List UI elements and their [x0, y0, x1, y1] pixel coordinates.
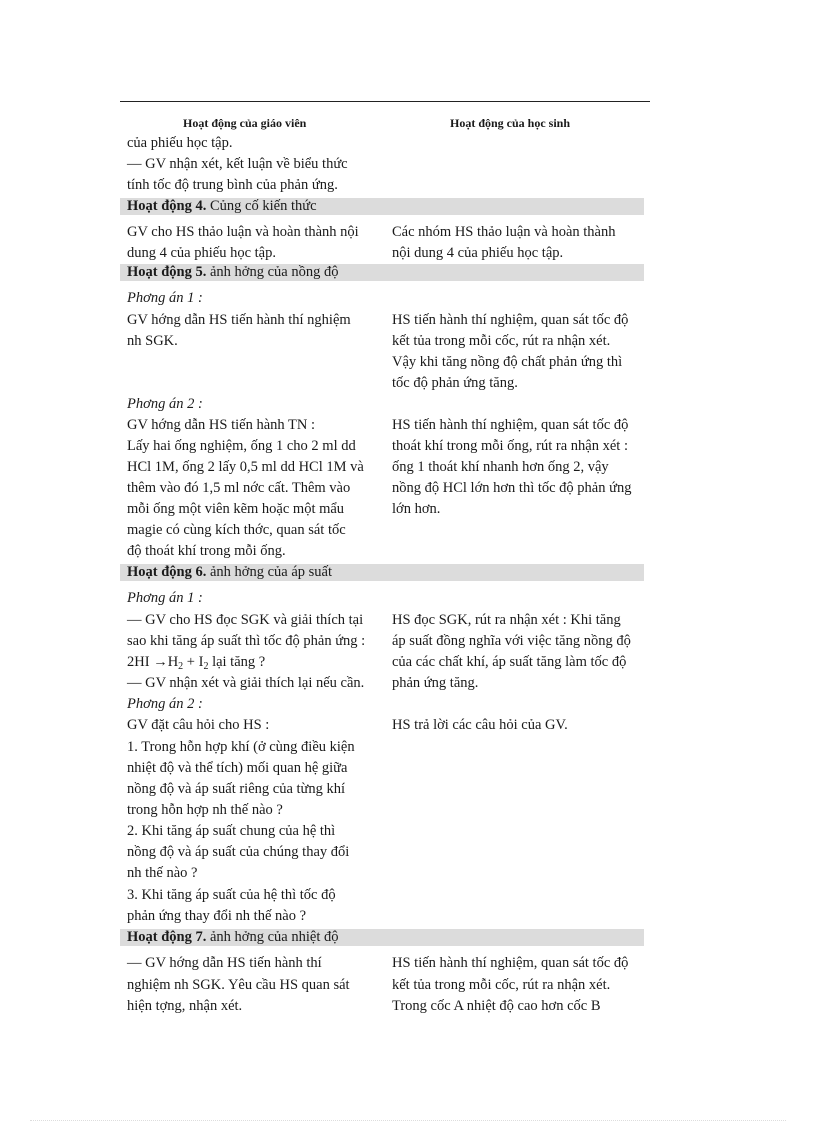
- activity-6-option-1-label: Phơng án 1 :: [127, 590, 203, 606]
- activity-5-o2-student-line: HS tiến hành thí nghiệm, quan sát tốc độ: [392, 417, 629, 433]
- activity-6-o2-teacher-line: nồng độ và áp suất riêng của từng khí: [127, 781, 346, 797]
- activity-6-o2-teacher-line: nh thế nào ?: [127, 865, 198, 881]
- activity-6-title: Hoạt động 6. ảnh hởng của áp suất: [127, 564, 333, 580]
- activity-6-o1-student-line: phản ứng tăng.: [392, 675, 479, 691]
- activity-5-o2-teacher-line: mỗi ống một viên kẽm hoặc một mẩu: [127, 501, 345, 517]
- activity-7-teacher-line: nghiệm nh SGK. Yêu cầu HS quan sát: [127, 977, 350, 993]
- activity-5-option-2-label: Phơng án 2 :: [127, 396, 203, 412]
- activity-5-o2-teacher-line: magie có cùng kích thớc, quan sát tốc: [127, 522, 346, 538]
- reaction-equation: $2HI \to H_2 + I_2$ lại tăng ?: [127, 654, 266, 672]
- activity-5-o2-student-line: nồng độ HCl lớn hơn thì tốc độ phản ứng: [392, 480, 632, 496]
- page-bottom-dotted-rule: [30, 1120, 786, 1121]
- activity-6-o2-teacher-line: trong hỗn hợp nh thế nào ?: [127, 802, 283, 818]
- activity-7-student-line: Trong cốc A nhiệt độ cao hơn cốc B: [392, 998, 601, 1014]
- activity-5-o2-teacher-line: độ thoát khí trong mỗi ống.: [127, 543, 286, 559]
- activity-4-student-line: Các nhóm HS thảo luận và hoàn thành: [392, 224, 616, 240]
- intro-line: tính tốc độ trung bình của phản ứng.: [127, 177, 338, 193]
- activity-6-o2-teacher-line: 1. Trong hỗn hợp khí (ở cùng điều kiện: [127, 739, 355, 755]
- activity-6-o1-teacher-line: — GV cho HS đọc SGK và giải thích tại: [127, 612, 364, 628]
- activity-5-o1-teacher-line: nh SGK.: [127, 333, 178, 349]
- activity-5-o1-student-line: HS tiến hành thí nghiệm, quan sát tốc độ: [392, 312, 629, 328]
- intro-line: — GV nhận xét, kết luận về biểu thức: [127, 156, 348, 172]
- activity-5-o2-student-line: lớn hơn.: [392, 501, 441, 517]
- activity-7-teacher-line: — GV hớng dẫn HS tiến hành thí: [127, 955, 322, 971]
- activity-7-student-line: kết tủa trong mỗi cốc, rút ra nhận xét.: [392, 977, 611, 993]
- activity-5-o1-student-line: kết tủa trong mỗi cốc, rút ra nhận xét.: [392, 333, 611, 349]
- activity-5-title: Hoạt động 5. ảnh hởng của nồng độ: [127, 264, 339, 280]
- activity-4-teacher-line: dung 4 của phiếu học tập.: [127, 245, 276, 261]
- activity-6-o2-student-line: HS trả lời các câu hỏi của GV.: [392, 717, 568, 733]
- activity-6-o1-teacher-line: — GV nhận xét và giải thích lại nếu cần.: [127, 675, 365, 691]
- activity-6-o2-teacher-line: 3. Khi tăng áp suất của hệ thì tốc độ: [127, 887, 336, 903]
- intro-line: của phiếu học tập.: [127, 135, 233, 151]
- activity-7-teacher-line: hiện tợng, nhận xét.: [127, 998, 243, 1014]
- activity-4-title: Hoạt động 4. Củng cố kiến thức: [127, 198, 317, 214]
- activity-5-o2-teacher-line: HCl 1M, ống 2 lấy 0,5 ml dd HCl 1M và: [127, 459, 364, 475]
- activity-6-o2-teacher-line: nhiệt độ và thể tích) mối quan hệ giữa: [127, 760, 348, 776]
- activity-5-o2-teacher-line: Lấy hai ống nghiệm, ống 1 cho 2 ml dd: [127, 438, 356, 454]
- student-column-header: Hoạt động của học sinh: [450, 116, 571, 130]
- activity-6-o1-student-line: HS đọc SGK, rút ra nhận xét : Khi tăng: [392, 612, 621, 628]
- activity-4-student-line: nội dung 4 của phiếu học tập.: [392, 245, 564, 261]
- activity-5-option-1-label: Phơng án 1 :: [127, 290, 203, 306]
- teacher-column-header: Hoạt động của giáo viên: [183, 116, 307, 130]
- activity-6-o2-teacher-line: nồng độ và áp suất của chúng thay đổi: [127, 844, 350, 860]
- reaction-arrow: →: [153, 654, 168, 670]
- activity-5-o2-teacher-line: thêm vào đó 1,5 ml nớc cất. Thêm vào: [127, 480, 351, 496]
- activity-6-o1-student-line: áp suất đồng nghĩa với việc tăng nồng độ: [392, 633, 631, 649]
- activity-4-teacher-line: GV cho HS thảo luận và hoàn thành nội: [127, 224, 359, 240]
- activity-5-o2-teacher-line: GV hớng dẫn HS tiến hành TN :: [127, 417, 315, 433]
- activity-5-o1-student-line: tốc độ phản ứng tăng.: [392, 375, 518, 391]
- activity-6-o1-teacher-line: sao khi tăng áp suất thì tốc độ phản ứng :: [127, 633, 366, 649]
- activity-6-option-2-label: Phơng án 2 :: [127, 696, 203, 712]
- activity-5-o1-student-line: Vậy khi tăng nồng độ chất phản ứng thì: [392, 354, 623, 370]
- activity-6-o2-teacher-line: GV đặt câu hỏi cho HS :: [127, 717, 270, 733]
- table-top-rule: [120, 101, 650, 102]
- activity-5-o1-teacher-line: GV hớng dẫn HS tiến hành thí nghiệm: [127, 312, 351, 328]
- activity-5-o2-student-line: thoát khí trong mỗi ống, rút ra nhận xét :: [392, 438, 628, 454]
- activity-7-student-line: HS tiến hành thí nghiệm, quan sát tốc độ: [392, 955, 629, 971]
- activity-6-o1-student-line: của các chất khí, áp suất tăng làm tốc độ: [392, 654, 627, 670]
- activity-6-o2-teacher-line: phản ứng thay đổi nh thế nào ?: [127, 908, 306, 924]
- activity-7-title: Hoạt động 7. ảnh hởng của nhiệt độ: [127, 929, 339, 945]
- activity-5-o2-student-line: ống 1 thoát khí nhanh hơn ống 2, vậy: [392, 459, 609, 475]
- activity-6-o2-teacher-line: 2. Khi tăng áp suất chung của hệ thì: [127, 823, 336, 839]
